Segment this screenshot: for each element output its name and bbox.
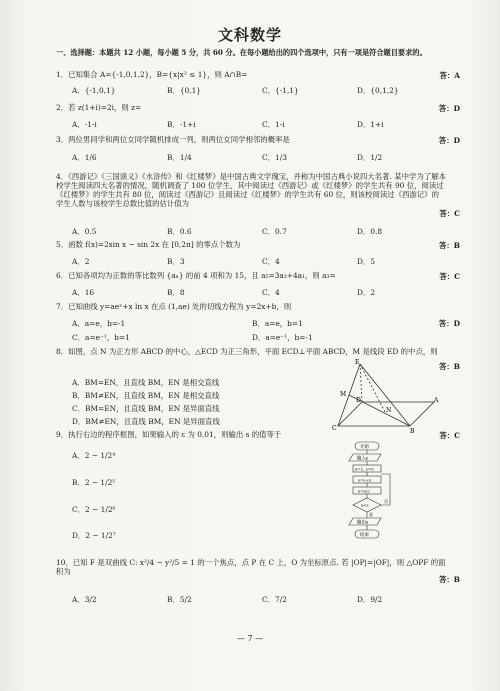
flow-yes: 是 — [369, 512, 373, 517]
q5-stem: 5．函数 f(x)=2sin x − sin 2x 在 [0,2π] 的零点个数为 — [56, 240, 241, 249]
q6-stem: 6．已知各项均为正数的等比数列 {aₙ} 的前 4 项和为 15，且 a₅=3a₃+4a₁，则 a₃= — [56, 271, 336, 280]
q1-option-c: C．{-1,1} — [262, 86, 299, 95]
q9-option-a: A．2 − 1/2⁴ — [72, 451, 116, 460]
q7-stem: 7．已知曲线 y=aeˣ+x ln x 在点 (1,ae) 处的切线方程为 y=2x+b，则 — [56, 302, 292, 311]
fig-label-n: N — [386, 407, 392, 414]
q3-option-d: D．1/2 — [357, 153, 383, 162]
q2-options — [72, 119, 452, 130]
q4-answer: 答：C — [439, 209, 460, 218]
q8-option-b: B．BM≠EN，且直线 BM，EN 是相交直线 — [72, 391, 220, 400]
q6-option-a: A．16 — [72, 288, 95, 297]
q3-option-a: A．1/6 — [72, 153, 97, 162]
q8-answer: 答：B — [438, 362, 460, 371]
q4-option-a: A．0.5 — [72, 227, 97, 236]
flow-init: x=1, s=0 — [355, 466, 374, 472]
flow-no: 否 — [384, 499, 388, 504]
q10-stem: 10．已知 F 是双曲线 C: x²/4 − y²/5 = 1 的一个焦点，点 P 在 C 上，O 为坐标原点. 若 |OP|=|OF|，则 △OPF 的面积为 — [56, 558, 446, 576]
page-number: — 7 — — [236, 634, 264, 643]
q7-option-b: B．a=e，b=1 — [252, 319, 303, 328]
page-title: 文科数学 — [217, 26, 282, 44]
q5-option-a: A．2 — [72, 257, 90, 266]
flow-cond: x<ε — [361, 502, 369, 508]
q8-option-a: A．BM=EN，且直线 BM，EN 是相交直线 — [72, 378, 220, 387]
flow-halve: x=x/2 — [358, 488, 370, 494]
q8-stem: 8．如图，点 N 为正方形 ABCD 的中心，△ECD 为正三角形，平面 ECD⊥平面 ABCD，M 是线段 ED 的中点，则 — [56, 347, 438, 356]
q2-option-a: A．-1-i — [72, 120, 97, 129]
q2-answer: 答：D — [438, 104, 460, 113]
q9-option-d: D．2 − 1/2⁷ — [72, 531, 116, 540]
q1-options — [72, 85, 452, 96]
q10-options — [72, 594, 452, 605]
q10-option-c: C．7/2 — [262, 595, 287, 604]
q6-options — [72, 287, 452, 298]
q5-answer: 答：B — [438, 241, 460, 250]
q10-option-b: B．5/2 — [167, 595, 192, 604]
section-instruction: 一、选择题：本题共 12 小题，每小题 5 分，共 60 分。在每小题给出的四个选项中，只有一项是符合题目要求的。 — [56, 48, 427, 57]
flow-output: 输出s — [357, 520, 369, 526]
q4-option-b: B．0.6 — [167, 227, 192, 236]
q4-option-d: D．0.8 — [357, 227, 383, 236]
q6-option-b: B．8 — [167, 288, 185, 297]
q4-option-c: C．0.7 — [262, 227, 287, 236]
q6-option-d: D．2 — [357, 288, 376, 297]
q7-option-d: D．a=e⁻¹，b=-1 — [252, 333, 313, 342]
q2-option-c: C．1-i — [262, 120, 285, 129]
q4-options — [72, 226, 452, 237]
q10-option-a: A．3/2 — [72, 595, 97, 604]
q3-stem: 3．两位男同学和两位女同学随机排成一列，则两位女同学相邻的概率是 — [56, 135, 290, 144]
fig-label-m: M — [340, 391, 347, 398]
fig-label-a: A — [434, 397, 439, 404]
q2-stem: 2．若 z(1+i)=2i，则 z= — [56, 103, 142, 112]
q7-option-a: A．a=e，b=-1 — [72, 319, 126, 328]
q10-option-d: D．9/2 — [357, 595, 383, 604]
flow-end: 结束 — [360, 533, 369, 538]
q3-option-b: B．1/4 — [167, 153, 192, 162]
q3-option-c: C．1/3 — [262, 153, 287, 162]
fig-label-b: B — [410, 428, 415, 433]
q2-option-b: B．-1+i — [167, 120, 196, 129]
q5-option-b: B．3 — [167, 257, 185, 266]
fig-label-c: C — [332, 425, 337, 432]
fig-label-d: D — [356, 397, 361, 404]
flow-start: 开始 — [360, 445, 369, 450]
q5-options — [72, 256, 452, 267]
q9-option-b: B．2 − 1/2⁵ — [72, 478, 116, 487]
q9-answer: 答：C — [439, 431, 460, 440]
q6-answer: 答：C — [439, 272, 460, 281]
q1-option-b: B．{0,1} — [167, 86, 201, 95]
q5-option-d: D．5 — [357, 257, 376, 266]
q7-option-c: C．a=e⁻¹，b=1 — [72, 333, 130, 342]
q8-option-d: D．BM≠EN，且直线 BM，EN 是异面直线 — [72, 417, 220, 426]
flow-input: 输入ε — [357, 456, 369, 462]
q7-options-row2 — [72, 332, 432, 343]
q3-options — [72, 152, 452, 163]
q9-flowchart — [340, 440, 400, 550]
q7-answer: 答：D — [438, 319, 460, 328]
q1-option-a: A．{-1,0,1} — [72, 86, 116, 95]
q1-option-d: D．{0,1,2} — [357, 86, 399, 95]
q3-answer: 答：D — [438, 136, 460, 145]
q10-answer: 答：B — [438, 575, 460, 584]
q8-option-c: C．BM=EN，且直线 BM，EN 是异面直线 — [72, 404, 220, 413]
q4-stem: 4．《西游记》《三国演义》《水浒传》和《红楼梦》是中国古典文学瑰宝，并称为中国古典小说四大名著. 某中学为了解本校学生阅读四大名著的情况，随机调查了 100 位学生，其中阅读过《西游记》或《红楼梦》的学生共有 90 位，阅读过《红楼梦》的学生共有 80 位，阅读过《西游记》且阅读过《红楼梦》的学生共有 60 位，则该校阅读过《西游记》的学生人数与该校学生总数比值的估计值为 — [56, 172, 447, 208]
q9-option-c: C．2 − 1/2⁶ — [72, 505, 116, 514]
flow-update: s=s+x — [358, 477, 372, 483]
fig-label-e: E — [355, 359, 360, 366]
q7-options-row1 — [72, 318, 432, 329]
q8-geometry-figure — [330, 358, 440, 433]
q1-stem: 1．已知集合 A={-1,0,1,2}，B={x|x² ≤ 1}，则 A∩B= — [56, 70, 248, 79]
q6-option-c: C．4 — [262, 288, 280, 297]
q9-stem: 9．执行右边的程序框图，如果输入的 ε 为 0.01，则输出 s 的值等于 — [56, 430, 282, 439]
q1-answer: 答：A — [439, 71, 460, 80]
q2-option-d: D．1+i — [357, 120, 384, 129]
q5-option-c: C．4 — [262, 257, 280, 266]
